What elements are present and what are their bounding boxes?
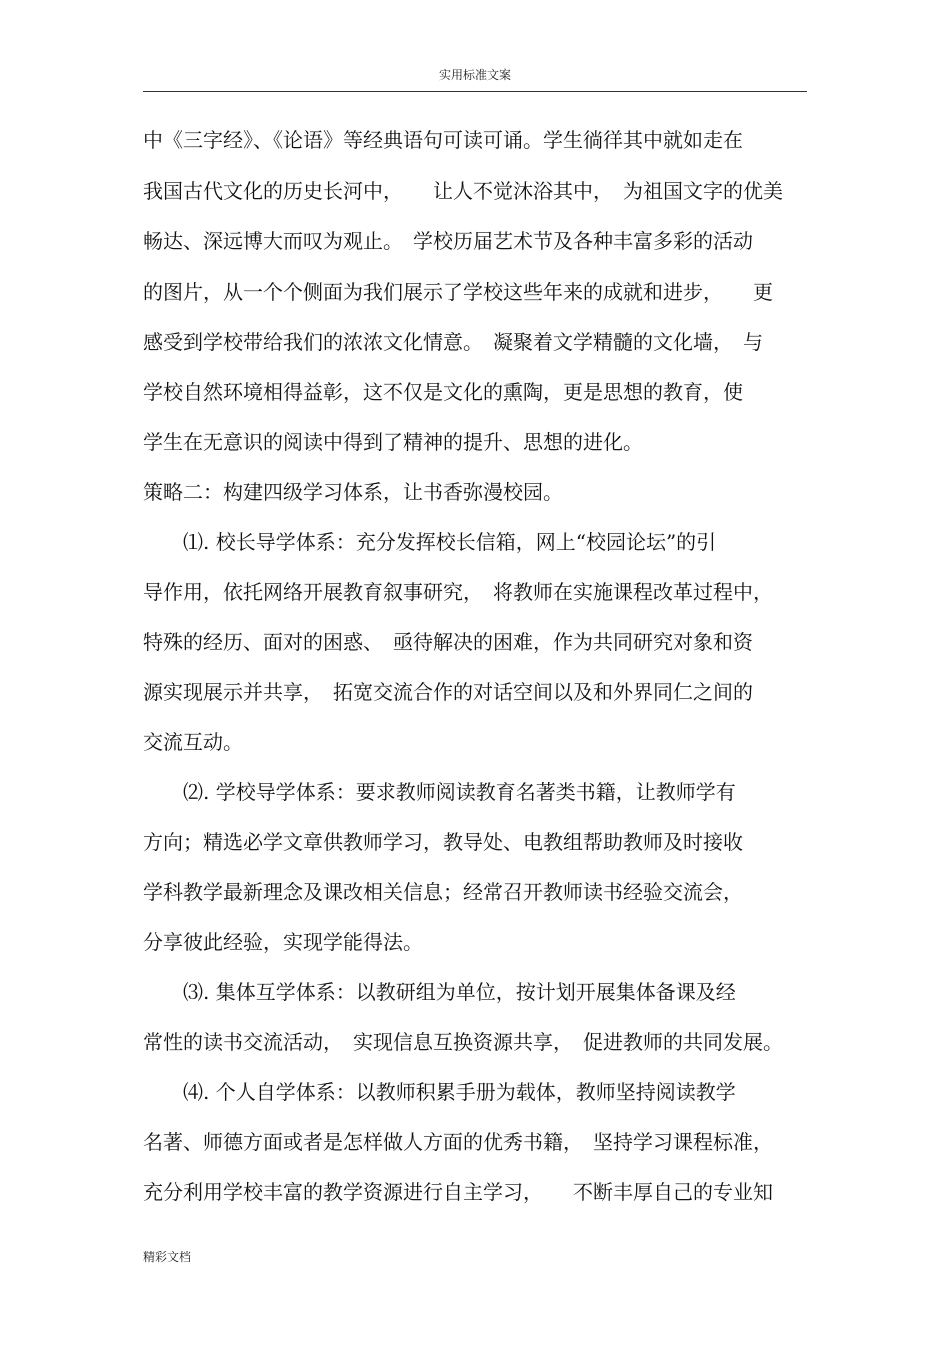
page-header: 实用标准文案: [438, 68, 511, 82]
text-line: 学生在无意识的阅读中得到了精神的提升、思想的进化。: [143, 430, 643, 454]
section-heading: 策略二：构建四级学习体系，让书香弥漫校园。: [143, 480, 563, 504]
text-line: 交流互动。: [143, 730, 243, 754]
text-line: 学校自然环境相得益彰，这不仅是文化的熏陶，更是思想的教育，使: [143, 380, 743, 404]
text-line: 畅达、深远博大而叹为观止。 学校历届艺术节及各种丰富多彩的活动: [143, 229, 753, 253]
text-line: 学科教学最新理念及课改相关信息；经常召开教师读书经验交流会，: [143, 880, 743, 904]
text-line: 我国古代文化的历史长河中， 让人不觉沐浴其中， 为祖国文字的优美: [143, 179, 783, 203]
text-line: 的图片，从一个个侧面为我们展示了学校这些年来的成就和进步， 更: [143, 280, 773, 304]
text-line: 特殊的经历、面对的困惑、 亟待解决的困难，作为共同研究对象和资: [143, 630, 753, 654]
text-line: 常性的读书交流活动， 实现信息互换资源共享， 促进教师的共同发展。: [143, 1030, 783, 1054]
page-footer: 精彩文档: [143, 1250, 192, 1264]
text-line: 方向；精选必学文章供教师学习，教导处、电教组帮助教师及时接收: [143, 830, 743, 854]
text-line: 中《三字经》、《论语》等经典语句可读可诵。学生徜徉其中就如走在: [143, 128, 743, 152]
text-line: ⑵. 学校导学体系：要求教师阅读教育名著类书籍，让教师学有: [183, 780, 736, 804]
text-line: 源实现展示并共享， 拓宽交流合作的对话空间以及和外界同仁之间的: [143, 680, 753, 704]
text-line: 导作用，依托网络开展教育叙事研究， 将教师在实施课程改革过程中，: [143, 580, 773, 604]
text-line: 感受到学校带给我们的浓浓文化情意。 凝聚着文学精髓的文化墙， 与: [143, 330, 763, 354]
text-line: ⑴. 校长导学体系：充分发挥校长信箱，网上“校园论坛”的引: [183, 530, 717, 554]
text-line: 充分利用学校丰富的教学资源进行自主学习， 不断丰厚自己的专业知: [143, 1180, 773, 1204]
text-line: 名著、师德方面或者是怎样做人方面的优秀书籍， 坚持学习课程标准，: [143, 1130, 773, 1154]
text-line: 分享彼此经验，实现学能得法。: [143, 930, 423, 954]
header-divider: [143, 91, 807, 92]
text-line: ⑶. 集体互学体系：以教研组为单位，按计划开展集体备课及经: [183, 980, 736, 1004]
text-line: ⑷. 个人自学体系：以教师积累手册为载体，教师坚持阅读教学: [183, 1080, 736, 1104]
